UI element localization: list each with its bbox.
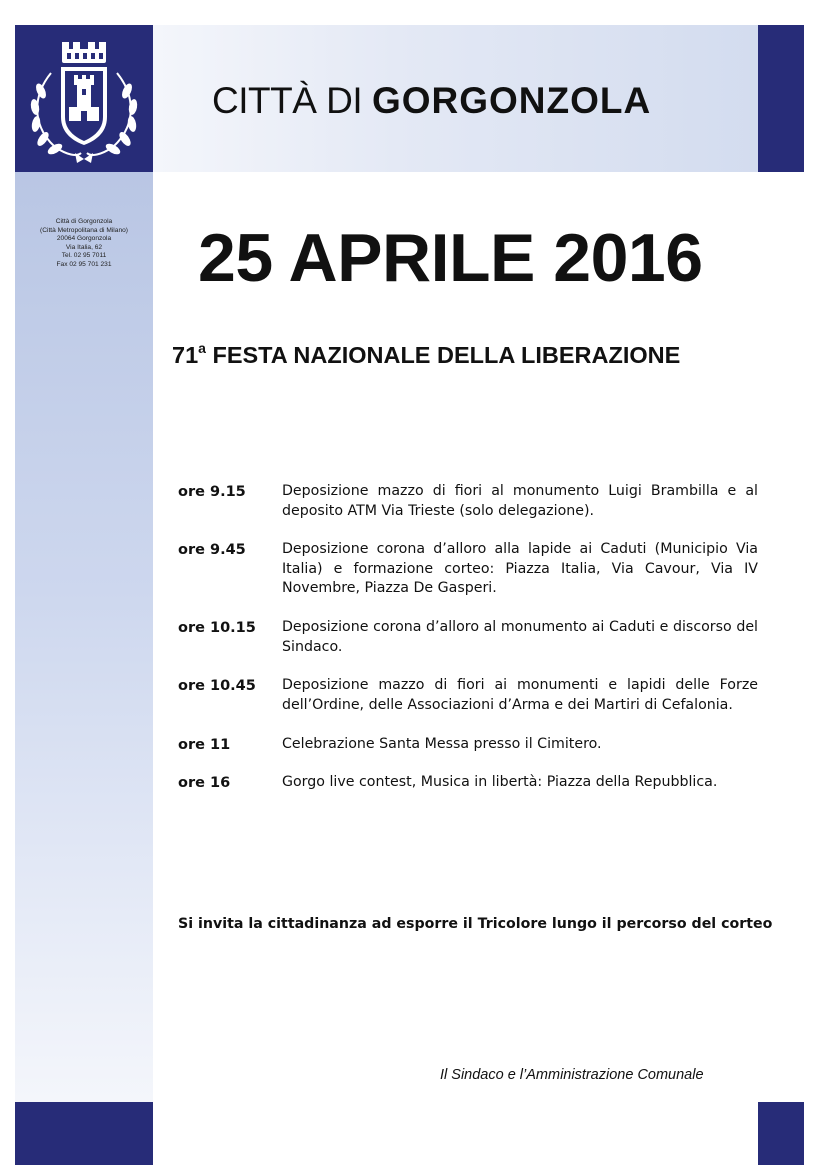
city-title-prefix: CITTÀ DI	[212, 80, 372, 121]
city-title	[212, 76, 651, 126]
contact-line: Via Italia, 62	[65, 243, 103, 251]
subtitle-text: FESTA NAZIONALE DELLA LIBERAZIONE	[205, 342, 681, 368]
schedule-time: ore 9.15	[178, 484, 246, 500]
subtitle-ordinal: a	[198, 340, 206, 356]
schedule-description: Deposizione mazzo di fiori al monumento Luigi Brambilla e al deposito ATM Via Trieste (solo delegazione).	[282, 483, 758, 519]
invitation-text: Si invita la cittadinanza ad esporre il Tricolore lungo il percorso del corteo	[178, 916, 773, 932]
schedule-time: ore 9.45	[178, 542, 246, 558]
contact-line: Fax 02 95 701 231	[56, 260, 112, 268]
contact-line: 20064 Gorgonzola	[56, 235, 112, 243]
schedule-description: Deposizione corona d’alloro alla lapide ai Caduti (Municipio Via Italia) e formazione corteo: Piazza Italia, Via Cavour, Via IV Novembre, Piazza De Gasperi.	[282, 541, 758, 596]
contact-line: Tel. 02 95 7011	[61, 252, 107, 260]
contact-block	[20, 218, 148, 270]
schedule-description: Deposizione mazzo di fiori ai monumenti e lapidi delle Forze dell’Ordine, delle Associazioni d’Arma e dei Martiri di Cefalonia.	[282, 677, 758, 713]
schedule-description: Gorgo live contest, Musica in libertà: Piazza della Repubblica.	[282, 774, 718, 790]
contact-line: (Città Metropolitana di Milano)	[40, 226, 128, 234]
event-date-title: 25 APRILE 2016	[198, 220, 703, 296]
side-column	[15, 172, 153, 1102]
schedule-time: ore 10.15	[178, 620, 256, 636]
footer-right-block	[758, 1102, 804, 1165]
contact-line: Città di Gorgonzola	[55, 218, 113, 225]
subtitle-number: 71	[172, 342, 199, 368]
schedule-description: Celebrazione Santa Messa presso il Cimitero.	[282, 736, 602, 752]
footer-left-block	[15, 1102, 153, 1165]
logo-block	[15, 25, 153, 172]
schedule-description: Deposizione corona d’alloro al monumento ai Caduti e discorso del Sindaco.	[282, 619, 758, 655]
event-subtitle	[172, 339, 792, 371]
schedule-time: ore 16	[178, 775, 231, 791]
schedule-time: ore 11	[178, 737, 231, 753]
schedule-time: ore 10.45	[178, 678, 256, 694]
city-title-name: GORGONZOLA	[371, 80, 652, 121]
coat-of-arms-icon	[15, 25, 153, 172]
header-right-block	[758, 25, 804, 172]
signature: Il Sindaco e l’Amministrazione Comunale	[440, 1067, 704, 1083]
